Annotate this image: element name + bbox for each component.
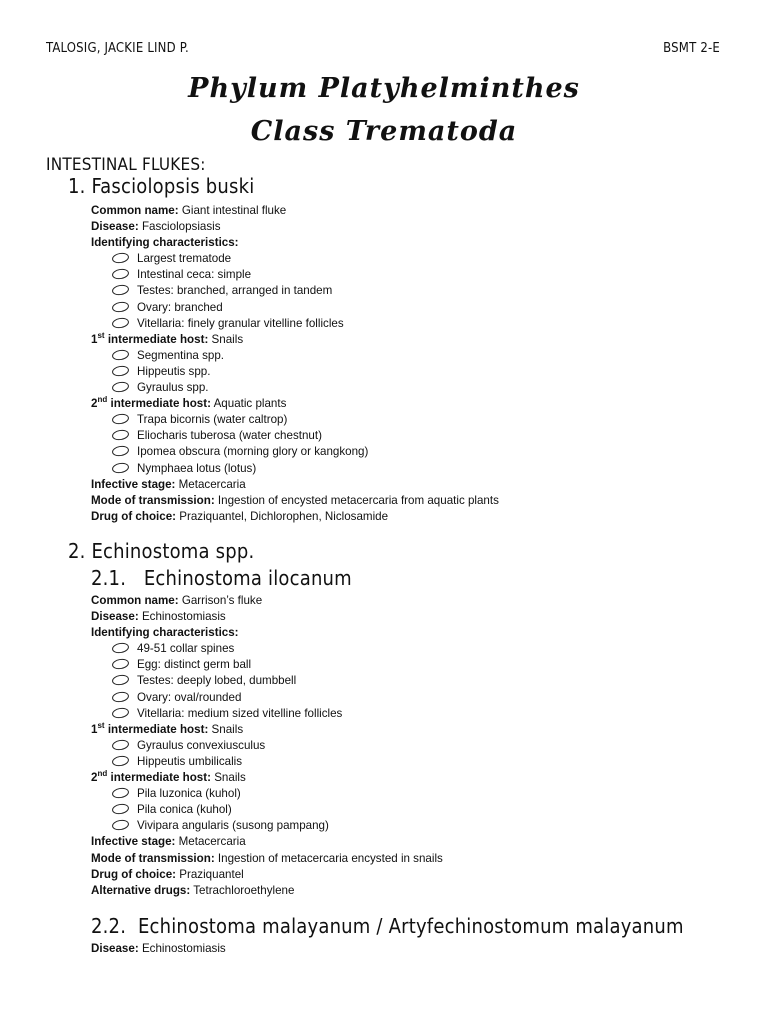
list-item [91, 316, 499, 332]
field-label: intermediate host: [107, 332, 209, 346]
field-label: intermediate host: [110, 771, 211, 785]
page-subtitle: Class Trematoda [250, 116, 518, 147]
field-value: Snails [211, 722, 244, 736]
field-value: Tetrachloroethylene [193, 883, 295, 897]
bullet-icon [111, 819, 129, 832]
field-label: 1 [91, 722, 98, 736]
list-item-text: Largest trematode [137, 252, 232, 266]
disease-row [91, 941, 226, 957]
list-item-text: Vivipara angularis (susong pampang) [137, 819, 329, 833]
list-item [91, 380, 499, 396]
bullet-icon [111, 755, 129, 768]
infective-stage-row [91, 477, 499, 493]
bullet-icon [111, 252, 129, 265]
field-label: intermediate host: [110, 397, 211, 411]
field-value: Ingestion of metacercaria encysted in snails [217, 851, 443, 865]
field-label: Disease: [91, 942, 139, 955]
field-label: Infective stage: [91, 835, 176, 849]
identifying-row [91, 625, 443, 641]
list-item-text: Ovary: oval/rounded [137, 690, 242, 704]
list-item [91, 444, 499, 460]
fasciolopsis-details [91, 203, 499, 525]
list-item [91, 364, 499, 380]
ordinal-suffix: st [97, 720, 105, 730]
field-value: Snails [214, 771, 246, 785]
list-item-text: 49-51 collar spines [137, 642, 235, 656]
list-item [91, 818, 443, 834]
list-item-text: Intestinal ceca: simple [137, 268, 252, 282]
field-value: Fasciolopsiasis [141, 220, 221, 234]
list-item [91, 657, 443, 673]
field-label: Common name: [91, 594, 179, 607]
echinostoma-malayanum-details [91, 941, 226, 957]
list-item-text: Pila luzonica (kuhol) [137, 787, 241, 801]
field-value: Snails [211, 332, 244, 346]
heading-echinostoma-ilocanum: 2.1. Echinostoma ilocanum [91, 566, 352, 590]
drug-of-choice-row [91, 867, 443, 883]
field-label: Common name: [91, 204, 179, 217]
field-value: Aquatic plants [213, 397, 287, 411]
list-item-text: Vitellaria: finely granular vitelline follicles [137, 316, 344, 330]
ordinal-suffix: nd [97, 769, 108, 779]
second-host-row [91, 396, 499, 412]
bullet-icon [111, 429, 129, 442]
disease-row [91, 219, 499, 235]
bullet-icon [111, 268, 129, 281]
infective-stage-row [91, 834, 443, 850]
bullet-icon [111, 674, 129, 687]
page-title: Phylum Platyhelminthes [188, 73, 580, 104]
bullet-icon [111, 738, 129, 751]
list-item [91, 690, 443, 706]
mode-transmission-row [91, 493, 499, 509]
field-label: Alternative drugs: [91, 883, 191, 897]
field-label: 2 [91, 771, 98, 785]
second-host-row [91, 770, 443, 786]
drug-of-choice-row [91, 509, 499, 525]
list-item-text: Pila conica (kuhol) [137, 803, 232, 817]
bullet-icon [111, 787, 129, 800]
list-item [91, 461, 499, 477]
first-host-row [91, 332, 499, 348]
field-label: Identifying characteristics: [91, 236, 239, 250]
list-item [91, 786, 443, 802]
list-item-text: Gyraulus spp. [137, 381, 209, 395]
field-value: Praziquantel [179, 867, 244, 881]
field-value: Giant intestinal fluke [181, 204, 287, 217]
bullet-icon [111, 365, 129, 378]
field-value: Metacercaria [178, 477, 246, 491]
field-value: Ingestion of encysted metacercaria from aquatic plants [217, 493, 499, 507]
list-item [91, 251, 499, 267]
field-label: Disease: [91, 220, 139, 234]
bullet-icon [111, 284, 129, 297]
field-value: Echinostomiasis [141, 942, 226, 955]
class-section: BSMT 2-E [663, 41, 720, 56]
list-item-text: Egg: distinct germ ball [137, 658, 252, 672]
field-label: 2 [91, 397, 98, 411]
list-item-text: Gyraulus convexiusculus [137, 738, 266, 752]
list-item-text: Trapa bicornis (water caltrop) [137, 413, 288, 427]
list-item [91, 412, 499, 428]
list-item [91, 738, 443, 754]
field-value: Metacercaria [178, 835, 246, 849]
common-name-row [91, 593, 443, 609]
field-label: intermediate host: [107, 722, 209, 736]
common-name-row [91, 203, 499, 219]
field-label: Mode of transmission: [91, 851, 215, 865]
field-value: Echinostomiasis [141, 610, 226, 624]
field-label: Drug of choice: [91, 867, 177, 881]
field-label: Infective stage: [91, 477, 176, 491]
student-name: TALOSIG, JACKIE LIND P. [46, 41, 189, 56]
bullet-icon [111, 803, 129, 816]
list-item-text: Nymphaea lotus (lotus) [137, 461, 257, 475]
list-item-text: Eliocharis tuberosa (water chestnut) [137, 429, 322, 443]
bullet-icon [111, 690, 129, 703]
list-item [91, 300, 499, 316]
list-item [91, 641, 443, 657]
field-value: Garrison’s fluke [181, 594, 263, 607]
bullet-icon [111, 381, 129, 394]
bullet-icon [111, 642, 129, 655]
disease-row [91, 609, 443, 625]
field-label: 1 [91, 332, 98, 346]
list-item-text: Ovary: branched [137, 300, 223, 314]
ordinal-suffix: nd [97, 395, 108, 405]
bullet-icon [111, 300, 129, 313]
heading-echinostoma-malayanum: 2.2. Echinostoma malayanum / Artyfechinostomum malayanum [91, 914, 684, 938]
list-item-text: Testes: branched, arranged in tandem [137, 284, 333, 298]
list-item-text: Hippeutis umbilicalis [137, 754, 243, 768]
bullet-icon [111, 461, 129, 474]
echinostoma-ilocanum-details [91, 593, 443, 899]
bullet-icon [111, 316, 129, 329]
list-item-text: Segmentina spp. [137, 348, 225, 362]
field-label: Drug of choice: [91, 509, 177, 523]
list-item [91, 706, 443, 722]
section-label: INTESTINAL FLUKES: [46, 155, 206, 175]
list-item [91, 348, 499, 364]
ordinal-suffix: st [97, 330, 105, 340]
list-item [91, 283, 499, 299]
list-item [91, 428, 499, 444]
list-item [91, 802, 443, 818]
list-item-text: Ipomea obscura (morning glory or kangkong) [137, 445, 369, 459]
bullet-icon [111, 658, 129, 671]
list-item [91, 673, 443, 689]
bullet-icon [111, 348, 129, 361]
field-label: Mode of transmission: [91, 493, 215, 507]
bullet-icon [111, 445, 129, 458]
heading-echinostoma: 2. Echinostoma spp. [68, 539, 255, 563]
identifying-row [91, 235, 499, 251]
bullet-icon [111, 706, 129, 719]
mode-transmission-row [91, 851, 443, 867]
alternative-drugs-row [91, 883, 443, 899]
list-item-text: Hippeutis spp. [137, 364, 211, 378]
bullet-icon [111, 413, 129, 426]
list-item [91, 267, 499, 283]
list-item-text: Vitellaria: medium sized vitelline follicles [137, 706, 343, 720]
field-label: Identifying characteristics: [91, 626, 239, 640]
list-item [91, 754, 443, 770]
first-host-row [91, 722, 443, 738]
list-item-text: Testes: deeply lobed, dumbbell [137, 674, 297, 688]
field-label: Disease: [91, 610, 139, 624]
field-value: Praziquantel, Dichlorophen, Niclosamide [179, 509, 389, 523]
heading-fasciolopsis: 1. Fasciolopsis buski [68, 174, 255, 198]
